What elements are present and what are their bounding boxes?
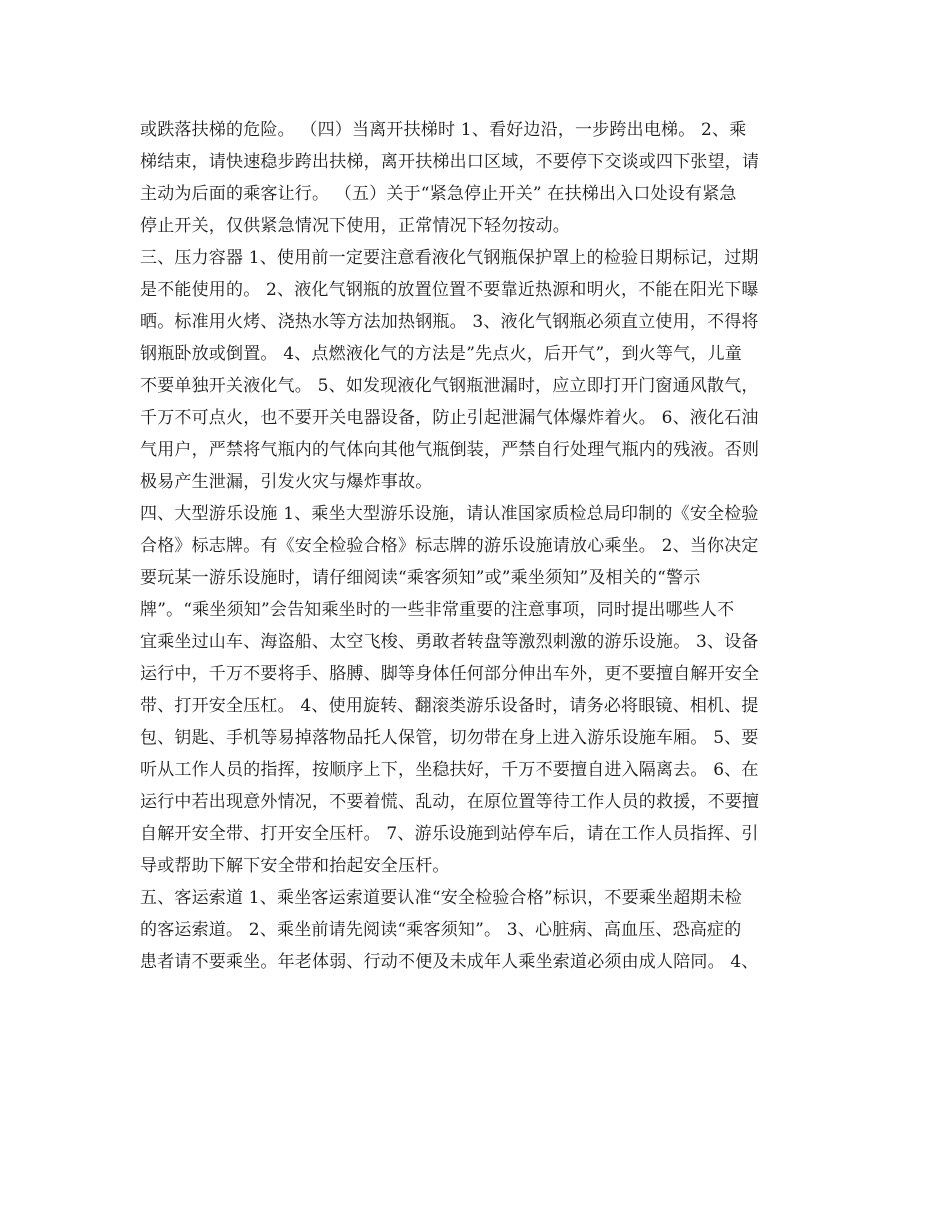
text-line: 钢瓶卧放或倒置。 4、点燃液化气的方法是”先点火，后开气”，到火等气，儿童 [140, 344, 742, 364]
text-line: 极易产生泄漏，引发火灾与爆炸事故。 [140, 472, 433, 492]
section-heading-line: 三、压力容器 1、使用前一定要注意看液化气钢瓶保护罩上的检验日期标记，过期 [140, 248, 759, 268]
text-line: 要玩某一游乐设施时，请仔细阅读“乘客须知”或”乘坐须知”及相关的“警示 [140, 568, 701, 588]
text-line: 听从工作人员的指挥，按顺序上下，坐稳扶好，千万不要擅自进入隔离去。 6、在 [140, 760, 759, 780]
text-line: 气用户，严禁将气瓶内的气体向其他气瓶倒装，严禁自行处理气瓶内的残液。否则 [140, 440, 760, 460]
text-line: 带、打开安全压杠。 4、使用旋转、翻滚类游乐设备时，请务必将眼镜、相机、提 [140, 696, 759, 716]
text-line: 不要单独开关液化气。 5、如发现液化气钢瓶泄漏时，应立即打开门窗通风散气， [140, 376, 759, 396]
text-line: 自解开安全带、打开安全压杆。 7、游乐设施到站停车后，请在工作人员指挥、引 [140, 824, 759, 844]
text-line: 或跌落扶梯的危险。 （四）当离开扶梯时 1、看好边沿，一步跨出电梯。 2、乘 [140, 120, 747, 140]
text-line: 导或帮助下解下安全带和抬起安全压杆。 [140, 856, 450, 876]
text-line: 包、钥匙、手机等易掉落物品托人保管，切勿带在身上进入游乐设施车厢。 5、要 [140, 728, 759, 748]
text-line: 合格》标志牌。有《安全检验合格》标志牌的游乐设施请放心乘坐。 2、当你决定 [140, 536, 759, 556]
text-line: 是不能使用的。 2、液化气钢瓶的放置位置不要靠近热源和明火，不能在阳光下曝 [140, 280, 759, 300]
text-line: 运行中若出现意外情况，不要着慌、乱动，在原位置等待工作人员的救援，不要擅 [140, 792, 760, 812]
text-line: 运行中，千万不要将手、胳膊、脚等身体任何部分伸出车外，更不要擅自解开安全 [140, 664, 760, 684]
text-line: 晒。标准用火烤、浇热水等方法加热钢瓶。 3、液化气钢瓶必须直立使用，不得将 [140, 312, 759, 332]
text-line: 的客运索道。 2、乘坐前请先阅读“乘客须知”。 3、心脏病、高血压、恐高症的 [140, 920, 742, 940]
text-line: 梯结束，请快速稳步跨出扶梯，离开扶梯出口区域，不要停下交谈或四下张望，请 [140, 152, 760, 172]
section-heading-line: 五、客运索道 1、乘坐客运索道要认准“安全检验合格”标识，不要乘坐超期未检 [140, 888, 742, 908]
text-line: 主动为后面的乘客让行。 （五）关于“紧急停止开关” 在扶梯出入口处设有紧急 [140, 184, 737, 204]
section-heading-line: 四、大型游乐设施 1、乘坐大型游乐设施，请认准国家质检总局印制的《安全检验 [140, 504, 759, 524]
text-line: 千万不可点火，也不要开关电器设备，防止引起泄漏气体爆炸着火。 6、液化石油 [140, 408, 759, 428]
text-line: 停止开关，仅供紧急情况下使用，正常情况下轻勿按动。 [140, 216, 570, 236]
text-line: 牌”。“乘坐须知”会告知乘坐时的一些非常重要的注意事项，同时提出哪些人不 [140, 600, 735, 620]
text-line: 患者请不要乘坐。年老体弱、行动不便及未成年人乘坐索道必须由成人陪同。 4、 [140, 952, 759, 972]
text-line: 宜乘坐过山车、海盗船、太空飞梭、勇敢者转盘等激烈刺激的游乐设施。 3、设备 [140, 632, 759, 652]
